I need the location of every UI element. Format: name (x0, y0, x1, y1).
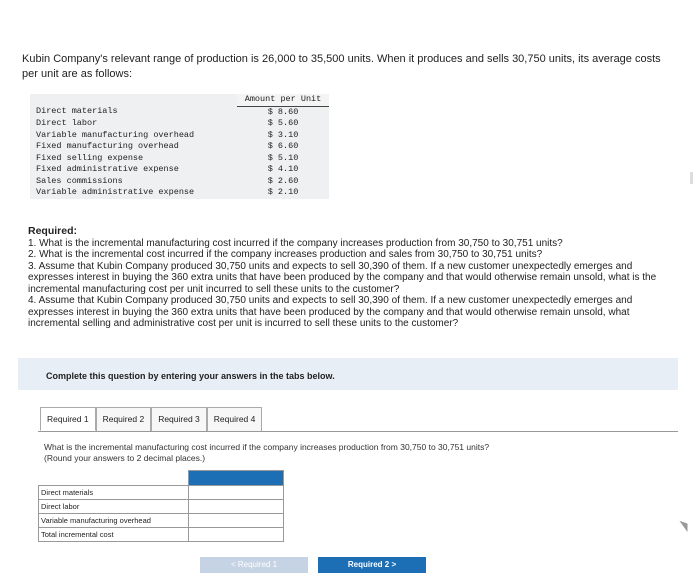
cost-label: Direct materials (36, 106, 118, 117)
table-row (30, 187, 329, 199)
cost-amount: $ 6.60 (267, 141, 299, 151)
table-row (30, 141, 329, 153)
problem-intro: Kubin Company's relevant range of production is 26,000 to 35,500 units. When it produces and sells 30,750 units, its average costs per unit are as follows: (22, 53, 661, 80)
answer-label: Variable manufacturing overhead (39, 514, 189, 528)
panel-question: What is the incremental manufacturing cost incurred if the company increases production from 30,750 to 30,751 units? (44, 442, 490, 452)
tab-panel (38, 431, 678, 463)
cost-amount: $ 3.10 (267, 129, 299, 140)
direct-labor-field[interactable] (191, 503, 281, 512)
table-row (30, 130, 329, 142)
direct-materials-field[interactable] (191, 489, 281, 498)
next-button[interactable]: Required 2 > (318, 557, 426, 573)
table-row (30, 106, 329, 118)
cost-label: Variable manufacturing overhead (36, 129, 195, 140)
direct-materials-input[interactable] (189, 486, 284, 500)
cost-label: Fixed administrative expense (36, 164, 179, 174)
table-row (39, 528, 284, 542)
tab-required-1[interactable]: Required 1 (40, 407, 96, 431)
scroll-marker (690, 172, 693, 184)
cost-label-header (30, 94, 237, 106)
required-item-2: 2. What is the incremental cost incurred if the company increases production and sales from 30,750 to 30,751 units? (28, 249, 543, 260)
table-row (30, 164, 329, 176)
panel-note: (Round your answers to 2 decimal places.) (44, 452, 206, 463)
required-section (28, 226, 678, 330)
tab-required-4[interactable]: Required 4 (207, 407, 263, 431)
cost-label: Fixed manufacturing overhead (36, 141, 179, 151)
required-item-1: 1. What is the incremental manufacturing cost incurred if the company increases production from 30,750 to 30,751 units? (28, 237, 563, 249)
answer-label: Total incremental cost (39, 528, 189, 542)
cost-label: Sales commissions (36, 175, 123, 186)
table-row (30, 118, 329, 130)
tab-bar (40, 407, 262, 431)
navigation-buttons (200, 557, 426, 573)
answer-header-blank (39, 471, 189, 486)
tab-required-2[interactable]: Required 2 (96, 407, 152, 431)
cost-table (30, 94, 329, 199)
table-row (30, 153, 329, 165)
table-row (30, 176, 329, 188)
required-item-4: 4. Assume that Kubin Company produced 30,750 units and expects to sell 30,390 of them. If a new customer unexpectedly emerges and expresses interest in buying the 360 extra units that have been produced by the company and that would otherwise remain unsold, what incremental selling and administrative cost per unit is incurred to sell these units to the customer? (28, 295, 633, 329)
cost-amount: $ 5.10 (267, 152, 299, 163)
amount-per-unit-header: Amount per Unit (237, 94, 329, 106)
direct-labor-input[interactable] (189, 500, 284, 514)
cost-label: Variable administrative expense (36, 187, 195, 197)
cost-amount: $ 2.10 (267, 187, 299, 197)
total-incremental-cost-input[interactable] (189, 528, 284, 542)
cost-amount: $ 2.60 (267, 175, 299, 186)
cursor-icon (679, 518, 691, 532)
answer-label: Direct labor (39, 500, 189, 514)
answer-table (38, 470, 284, 542)
cost-amount: $ 4.10 (267, 164, 299, 174)
variable-overhead-input[interactable] (189, 514, 284, 528)
answer-label: Direct materials (39, 486, 189, 500)
required-title: Required: (28, 225, 78, 237)
variable-overhead-field[interactable] (191, 517, 281, 526)
cost-label: Fixed selling expense (36, 152, 144, 163)
table-row (39, 514, 284, 528)
answer-header-row (39, 471, 284, 486)
cost-amount: $ 8.60 (267, 106, 299, 117)
cost-amount: $ 5.60 (267, 118, 299, 128)
table-row (39, 500, 284, 514)
instructions-banner: Complete this question by entering your answers in the tabs below. (18, 358, 678, 390)
table-row (39, 486, 284, 500)
previous-button[interactable]: < Required 1 (200, 557, 308, 573)
total-incremental-cost-field[interactable] (191, 531, 281, 540)
tab-required-3[interactable]: Required 3 (151, 407, 207, 431)
cost-table-header-row (30, 94, 329, 106)
required-item-3: 3. Assume that Kubin Company produced 30,750 units and expects to sell 30,390 of them. If a new customer unexpectedly emerges and expresses interest in buying the 360 extra units that have been produced by the company and that would otherwise remain unsold, what is the incremental manufacturing cost per unit incurred to sell these units to the customer? (28, 260, 657, 295)
answer-header-cell (189, 471, 284, 486)
cost-label: Direct labor (36, 118, 98, 128)
